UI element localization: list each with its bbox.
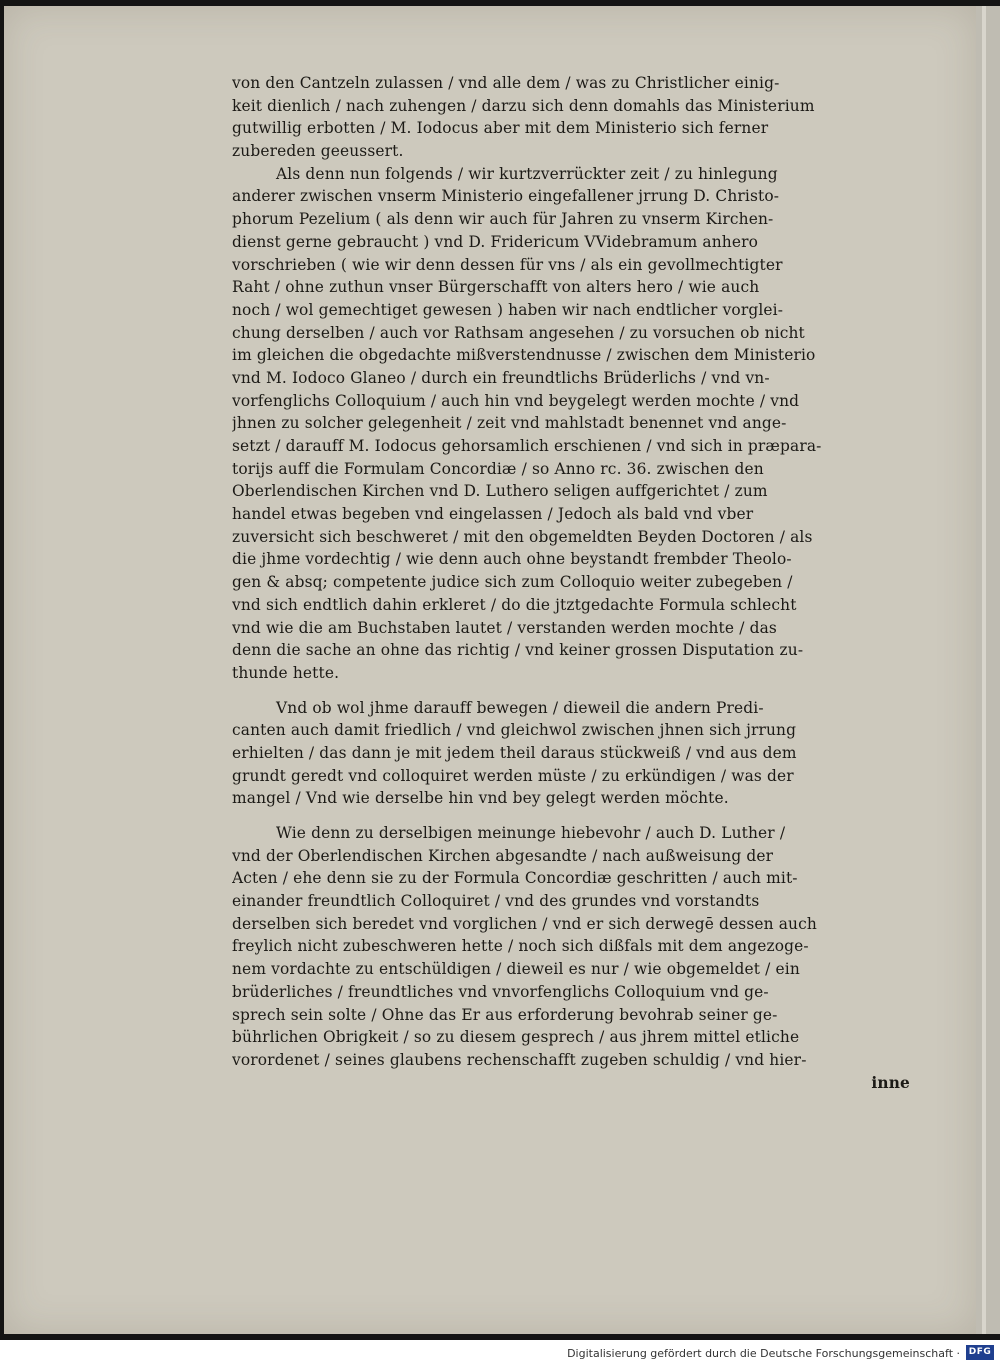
text-line: im gleichen die obgedachte mißverstendnusse / zwischen dem Ministerio — [232, 346, 816, 365]
paragraph-gap — [232, 685, 910, 697]
page-text — [232, 72, 910, 1094]
text-line: freylich nicht zubeschweren hette / noch sich dißfals mit dem angezoge- — [232, 937, 809, 956]
text-line: canten auch damit friedlich / vnd gleichwol zwischen jhnen sich jrrung — [232, 721, 797, 740]
text-line: torijs auff die Formulam Concordiæ / so Anno rc. 36. zwischen den — [232, 459, 764, 478]
text-line: grundt geredt vnd colloquiret werden müste / zu erkündigen / was der — [232, 766, 794, 785]
text-line: dienst gerne gebraucht ) vnd D. Fridericum VVidebramum anhero — [232, 232, 759, 251]
text-line: bührlichen Obrigkeit / so zu diesem gesprech / aus jhrem mittel etliche — [232, 1028, 800, 1047]
text-line: sprech sein solte / Ohne das Er aus erforderung bevohrab seiner ge- — [232, 1005, 778, 1024]
text-line: noch / wol gemechtiget gewesen ) haben wir nach endtlicher vorglei- — [232, 300, 784, 319]
text-line: anderer zwischen vnserm Ministerio eingefallener jrrung D. Christo- — [232, 187, 780, 206]
funding-credit: Digitalisierung gefördert durch die Deutsche Forschungsgemeinschaft · — [567, 1347, 960, 1360]
text-line: jhnen zu solcher gelegenheit / zeit vnd mahlstadt benennet vnd ange- — [232, 414, 787, 433]
text-line: vorschrieben ( wie wir denn dessen für vns / als ein gevollmechtigter — [232, 255, 783, 274]
text-line: thunde hette. — [232, 663, 340, 682]
text-line: vnd wie die am Buchstaben lautet / verstanden werden mochte / das — [232, 618, 777, 637]
dfg-logo: DFG — [966, 1345, 994, 1360]
text-line: vnd M. Iodoco Glaneo / durch ein freundtlichs Brüderlichs / vnd vn- — [232, 368, 770, 387]
text-line: von den Cantzeln zulassen / vnd alle dem / was zu Christlicher einig- — [232, 74, 780, 92]
text-line: mangel / Vnd wie derselbe hin vnd bey gelegt werden möchte. — [232, 789, 729, 808]
text-line: zuversicht sich beschweret / mit den obgemeldten Beyden Doctoren / als — [232, 527, 813, 546]
text-line: phorum Pezelium ( als denn wir auch für Jahren zu vnserm Kirchen- — [232, 210, 774, 229]
text-line: Vnd ob wol jhme darauff bewegen / dieweil die andern Predi- — [276, 698, 764, 717]
text-line: vnd der Oberlendischen Kirchen abgesandte / nach außweisung der — [232, 846, 774, 865]
text-line: derselben sich beredet vnd vorglichen / vnd er sich derwegē dessen auch — [232, 914, 817, 933]
footer-bar — [0, 1340, 1000, 1365]
text-line: die jhme vordechtig / wie denn auch ohne beystandt frembder Theolo- — [232, 550, 792, 569]
text-line: nem vordachte zu entschüldigen / dieweil es nur / wie obgemeldet / ein — [232, 960, 800, 979]
paragraph-gap — [232, 810, 910, 822]
text-line: Oberlendischen Kirchen vnd D. Luthero seligen auffgerichtet / zum — [232, 482, 768, 501]
text-line: denn die sache an ohne das richtig / vnd keiner grossen Disputation zu- — [232, 641, 804, 660]
catchword: inne — [871, 1073, 910, 1092]
text-line: Raht / ohne zuthun vnser Bürgerschafft von alters hero / wie auch — [232, 278, 760, 297]
text-line: vorordenet / seines glaubens rechenschafft zugeben schuldig / vnd hier- — [232, 1050, 807, 1069]
text-line: Wie denn zu derselbigen meinunge hiebevohr / auch D. Luther / — [276, 824, 786, 842]
text-line: setzt / darauff M. Iodocus gehorsamlich erschienen / vnd sich in præpara- — [232, 437, 822, 455]
page-edge — [976, 6, 1000, 1334]
text-line: einander freundtlich Colloquiret / vnd des grundes vnd vorstandts — [232, 892, 760, 911]
text-line: erhielten / das dann je mit jedem theil daraus stückweiß / vnd aus dem — [232, 743, 797, 762]
text-line: vorfenglichs Colloquium / auch hin vnd beygelegt werden mochte / vnd — [232, 391, 800, 410]
text-line: gen & absq; competente judice sich zum Colloquio weiter zubegeben / — [232, 573, 793, 592]
text-line: zubereden geeussert. — [232, 142, 404, 161]
text-line: handel etwas begeben vnd eingelassen / Jedoch als bald vnd vber — [232, 505, 754, 524]
text-line: Acten / ehe denn sie zu der Formula Concordiæ geschritten / auch mit- — [232, 869, 798, 888]
page-fold — [982, 6, 986, 1334]
text-line: gutwillig erbotten / M. Iodocus aber mit dem Ministerio sich ferner — [232, 119, 769, 138]
text-line: keit dienlich / nach zuhengen / darzu sich denn domahls das Ministerium — [232, 96, 815, 115]
text-line: chung derselben / auch vor Rathsam angesehen / zu vorsuchen ob nicht — [232, 323, 805, 342]
text-line: brüderliches / freundtliches vnd vnvorfenglichs Colloquium vnd ge- — [232, 982, 769, 1001]
text-line: vnd sich endtlich dahin erkleret / do die jtztgedachte Formula schlecht — [232, 595, 797, 614]
text-line: Als denn nun folgends / wir kurtzverrückter zeit / zu hinlegung — [276, 164, 778, 183]
